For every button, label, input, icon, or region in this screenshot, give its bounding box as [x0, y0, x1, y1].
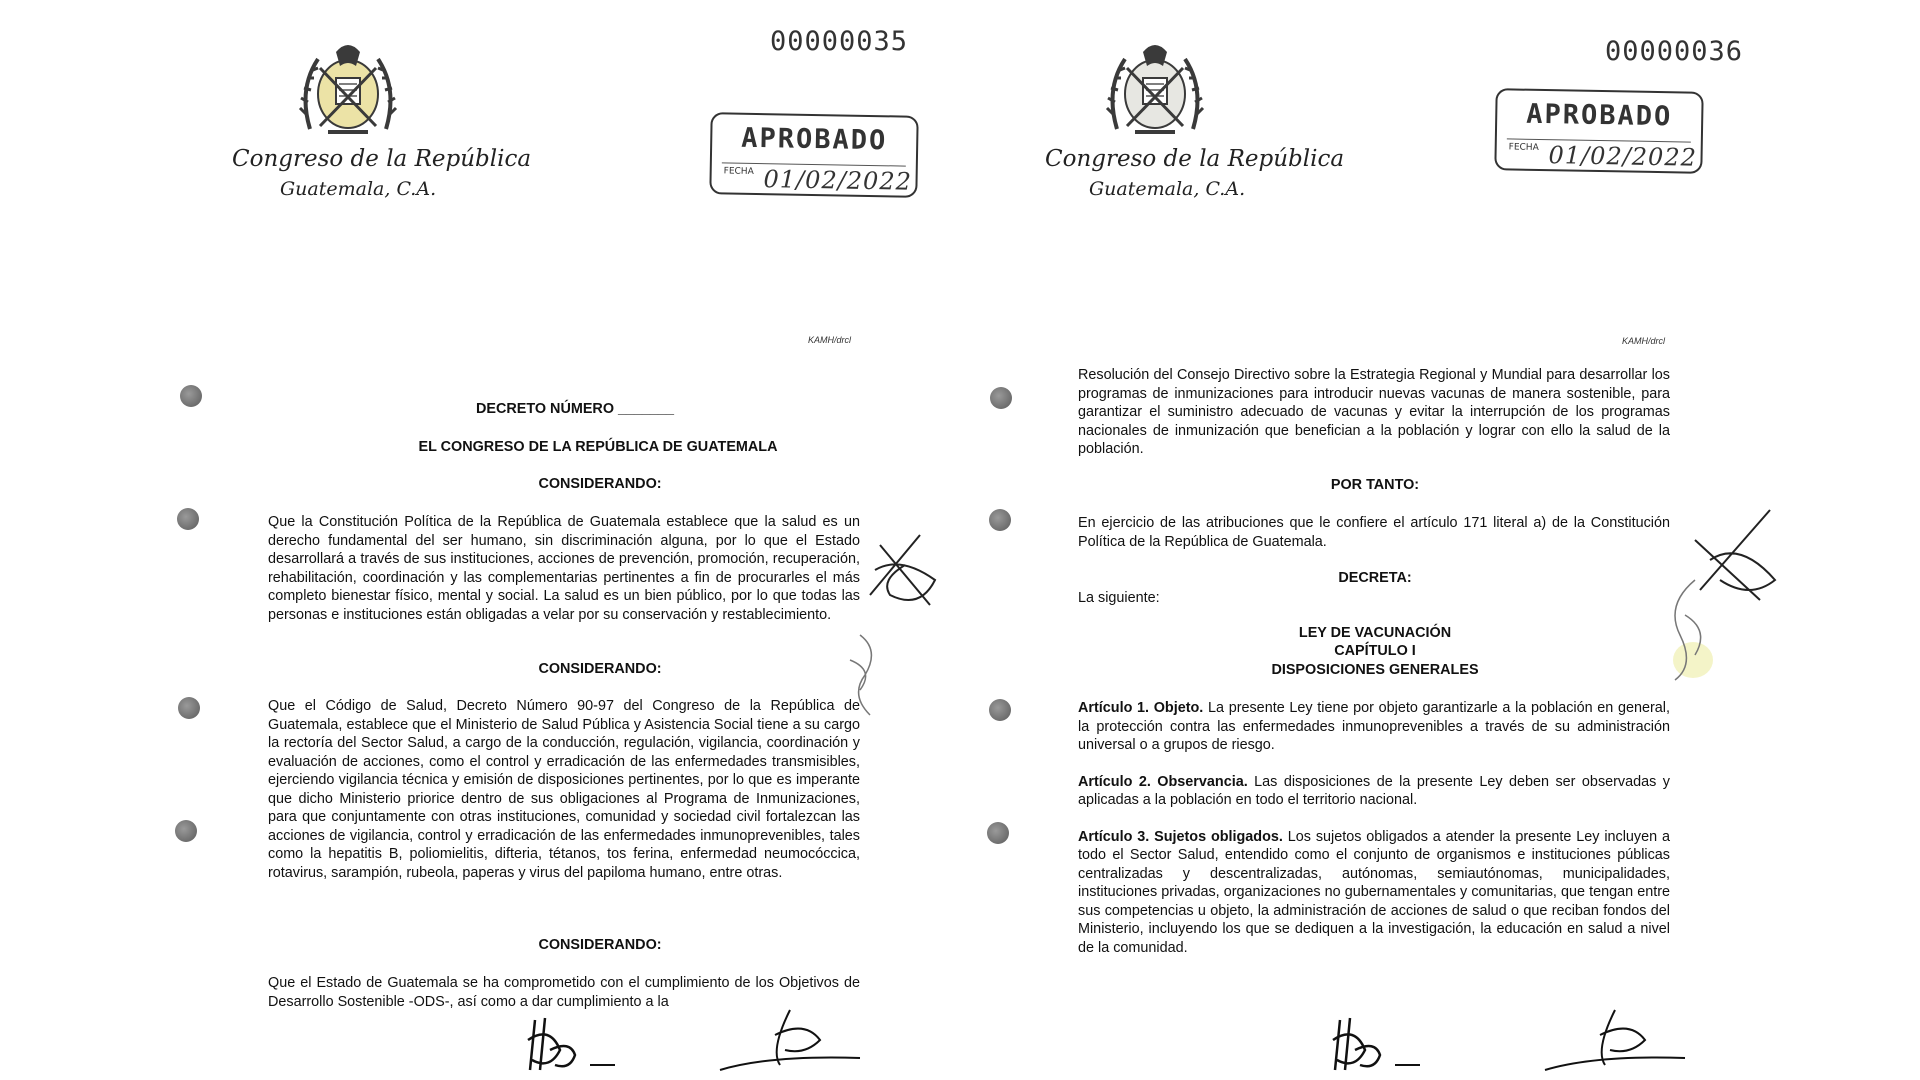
stamp-date: 01/02/2022	[1548, 141, 1698, 172]
punch-hole	[989, 509, 1011, 531]
punch-hole	[989, 699, 1011, 721]
document-page-left	[140, 0, 940, 1080]
article-text: Las disposiciones de la presente Ley deben ser observadas y aplicadas a la población en todo el territorio nacional.	[1078, 773, 1670, 808]
coat-of-arms-icon	[298, 34, 398, 144]
considerando-heading: CONSIDERANDO:	[538, 661, 662, 677]
law-title: LEY DE VACUNACIÓN	[1298, 625, 1452, 641]
punch-hole	[175, 820, 197, 842]
congress-name: Congreso de la República	[232, 146, 532, 172]
signature-mark	[1535, 1000, 1695, 1080]
chapter-title: DISPOSICIONES GENERALES	[1271, 662, 1479, 678]
chapter-number: CAPÍTULO I	[1334, 643, 1416, 659]
document-reference: KAMH/drcl	[808, 335, 852, 345]
decree-number: DECRETO NÚMERO _______	[475, 401, 675, 417]
coat-of-arms-icon	[1105, 34, 1205, 144]
considerando-paragraph: Que el Código de Salud, Decreto Número 90-97 del Congreso de la República de Guatemala, establece que el Ministerio de Salud Pública y Asistencia Social tiene a su cargo la rectoría del Sector Salud, a cargo de la conducción, regulación, vigilancia, coordinación y evaluación de acciones, como el control y erradicación de las enfermedades transmisibles, ejerciendo vigilancia técnica y emisión de disposiciones pertinentes, por lo que es imperante que dicho Ministerio priorice dentro de sus obligaciones al Programa de Inmunizaciones, para que conjuntamente con otras instituciones, comunidad y sociedad civil fortalezcan las acciones de vigilancia, control y erradicación de las enfermedades inmunoprevenibles, tales como la hepatitis B, poliomielitis, difteria, tétanos, tos ferina, enfermedad neumocóccica, rotavirus, sarampión, rubeola, paperas y virus del papiloma humano, entre otras.	[268, 698, 860, 881]
signature-mark	[710, 1000, 870, 1080]
punch-hole	[177, 508, 199, 530]
congress-name: Congreso de la República	[1045, 146, 1345, 172]
articles-list	[1078, 699, 1670, 957]
stamp-date: 01/02/2022	[763, 165, 913, 196]
punch-hole	[990, 387, 1012, 409]
punch-hole	[178, 697, 200, 719]
stamp-date-label: FECHA	[723, 166, 754, 177]
article-label: Artículo 2. Observancia.	[1078, 773, 1248, 790]
decreta-heading: DECRETA:	[1338, 570, 1412, 586]
stamp-date-label: FECHA	[1508, 142, 1539, 153]
signature-mark	[520, 1010, 630, 1080]
document-page-right	[945, 0, 1775, 1080]
article-text: Los sujetos obligados a atender la presente Ley incluyen a todo el Sector Salud, entendido como el conjunto de organismos e instituciones públicas centralizadas y descentralizadas, autónomas, semiautónomas, municipalidades, instituciones privadas, organizaciones no gubernamentales y comunitarias, que tengan entre sus competencias u objeto, la administración de acciones de salud o que reciban fondos del Ministerio, incluyendo los que se dediquen a la investigación, la educación en salud a nivel de la comunidad.	[1078, 828, 1670, 956]
article-paragraph	[1078, 773, 1670, 810]
article-label: Artículo 3. Sujetos obligados.	[1078, 828, 1283, 845]
stamp-title: APROBADO	[1525, 98, 1673, 133]
folio-number: 00000035	[770, 26, 909, 57]
por-tanto-paragraph: En ejercicio de las atribuciones que le confiere el artículo 171 literal a) de la Constitución Política de la República de Guatemala.	[1078, 515, 1670, 550]
article-paragraph	[1078, 828, 1670, 958]
article-paragraph	[1078, 699, 1670, 755]
approved-stamp	[1494, 88, 1703, 174]
punch-hole	[987, 822, 1009, 844]
decreta-intro: La siguiente:	[1078, 590, 1160, 606]
approved-stamp	[709, 112, 918, 198]
stamp-title: APROBADO	[740, 122, 888, 157]
congress-city: Guatemala, C.A.	[1089, 178, 1246, 200]
issuer-heading: EL CONGRESO DE LA REPÚBLICA DE GUATEMALA	[418, 439, 778, 455]
considerando-paragraph: Que la Constitución Política de la República de Guatemala establece que la salud es un derecho fundamental del ser humano, sin discriminación alguna, por lo que el Estado desarrollará a través de sus instituciones, acciones de prevención, promoción, recuperación, rehabilitación, coordinación y las complementarias pertinentes a fin de procurarles el más completo bienestar físico, mental y social. La salud es un bien público, por lo que todas las personas e instituciones están obligadas a velar por su conservación y restablecimiento.	[268, 514, 860, 623]
article-label: Artículo 1. Objeto.	[1078, 700, 1204, 716]
continuation-paragraph: Resolución del Consejo Directivo sobre la Estrategia Regional y Mundial para desarrollar los programas de inmunizaciones para introducir nuevas vacunas de manera sostenible, para garantizar el suministro adecuado de vacunas y evitar la interrupción de los programas nacionales de inmunización que benefician a la población y lograr con ello la salud de la población.	[1078, 367, 1670, 457]
considerando-heading: CONSIDERANDO:	[538, 937, 662, 953]
folio-number: 00000036	[1605, 36, 1744, 67]
por-tanto-heading: POR TANTO:	[1330, 477, 1420, 493]
considerando-heading: CONSIDERANDO:	[538, 476, 662, 492]
considerando-paragraph: Que el Estado de Guatemala se ha comprometido con el cumplimiento de los Objetivos de Desarrollo Sostenible -ODS-, así como a dar cumplimiento a la	[268, 975, 860, 1010]
signature-mark	[860, 525, 950, 615]
congress-city: Guatemala, C.A.	[280, 178, 437, 200]
signature-mark	[1325, 1010, 1435, 1080]
document-reference: KAMH/drcl	[1622, 336, 1666, 346]
signature-mark	[1655, 575, 1725, 685]
article-text: La presente Ley tiene por objeto garantizarle a la población en general, la protección contra las enfermedades inmunoprevenibles a través de su administración universal o a grupos de riesgo.	[1078, 700, 1670, 753]
punch-hole	[180, 385, 202, 407]
signature-mark	[830, 630, 890, 720]
